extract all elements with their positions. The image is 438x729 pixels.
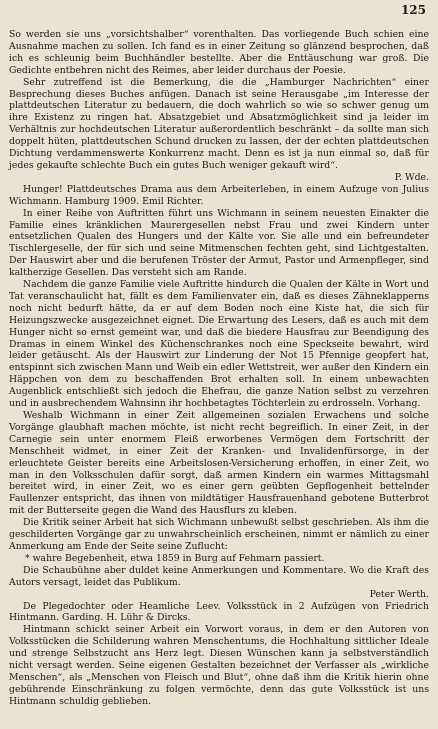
review-heading-hunger: Hunger! Plattdeutsches Drama aus dem Arbeiterleben, in einem Aufzuge von Julius Wichmann. Hamburg 1909. Emil Richter. xyxy=(9,183,429,207)
paragraph-3: In einer Reihe von Auftritten führt uns Wichmann in seinem neuesten Einakter die Familie eines kränklichen Maurergesellen nebst Frau und zwei Kindern unter entsetzlichen Qualen des Hungers und der Kälte vor. Sie alle und ein befreundeter Tischlergeselle, der für sich und seine Mitmenschen fechten geht, sind Lichtgestalten. Der Hauswirt aber und die berufenen Tröster der Armut, Pastor und Armenpfleger, sind kaltherzige Gesellen. Das versteht sich am Rande. xyxy=(9,207,429,279)
signature-2: Peter Werth. xyxy=(369,588,429,600)
paragraph-5: Weshalb Wichmann in einer Zeit allgemeinen sozialen Erwachens und solche Vorgänge glaubhaft machen möchte, ist nicht recht begreiflich. In einer Zeit, in der Carnegie sein unter enormem Fleiß erworbenes Vermögen dem Fortschritt der Menschheit widmet, in einer Zeit der Kranken- und Invalidenfürsorge, in der erleuchtete Geister bereits eine Arbeitslosen-Versicherung erhoffen, in einer Zeit, wo man in den Volksschulen dafür sorgt, daß armen Kindern ein warmes Mittagsmahl bereitet wird, in einer Zeit, wo es einer gern geübten Gepflogenheit bettelnder Faullenzer entspricht, das ihnen von mildtätiger Hausfrauenhand gebotene Butterbrot mit der Butterseite gegen die Wand des Hausflurs zu kleben. xyxy=(9,410,429,517)
paragraph-1: So werden sie uns „vorsichtshalber“ vorenthalten. Das vorliegende Buch schien eine Ausnahme machen zu sollen. Ich fand es in einer Zeitung so glänzend besprochen, daß ich es schleunig beim Buchhändler bestellte. Aber die Enttäuschung war groß. Die Gedichte entbehren nicht des Reimes, aber leider durchaus der Poesie. xyxy=(9,29,429,76)
paragraph-4: Nachdem die ganze Familie viele Auftritte hindurch die Qualen der Kälte in Wort und Tat veranschaulicht hat, fällt es dem Familienvater ein, daß es dieses Zähneklapperns noch nicht bedurft hätte, da er auf dem Boden noch eine Kiste hat, die sich für Heizungszwecke ausgezeichnet eignet. Die Erwartung des Lesers, daß es auch mit dem Hunger nicht so ernst gemeint war, und daß die biedere Hausfrau zur Beendigung des Dramas in einem Winkel des Küchenschrankes noch eine Speckseite bewahrt, wird leider getäuscht. Als der Hauswirt zur Linderung der Not 15 Pfennige geopfert hat, entspinnt sich zwischen Mann und Weib ein edler Wettstreit, wer außer den Kindern ein Häppchen von dem zu beschaffenden Brot erhalten soll. In einem unbewachten Augenblick entschließt sich jedoch die Ehefrau, die ganze Nation selbst zu verzehren und in ausbrechendem Wahnsinn ihr hochbetagtes Töchterlein zu erdrosseln. Vorhang. xyxy=(9,279,429,410)
paragraph-8: Hintmann schickt seiner Arbeit ein Vorwort voraus, in dem er den Autoren von Volksstücken die Schilderung wahren Menschentums, die Hochhaltung sittlicher Ideale und strenge Selbstzucht ans Herz legt. Diesen Wünschen kann ja selbstverständlich nicht versagt werden. Seine eigenen Gestalten bezeichnet der Verfasser als „wirkliche Menschen“, als „Menschen von Fleisch und Blut“, ohne daß ihm die Kritik hierin ohne gebührende Einschränkung zu folgen vermöchte, denn das gute Volksstück ist uns Hintmann schuldig geblieben. xyxy=(9,624,429,707)
signature-1: P. Wde. xyxy=(394,171,429,183)
paragraph-7: Die Schaubühne aber duldet keine Anmerkungen und Kommentare. Wo die Kraft des Autors versagt, leidet das Publikum. xyxy=(9,564,429,588)
article-body xyxy=(9,29,429,708)
review-heading-plegedochter: De Plegedochter oder Heamliche Leev. Volksstück in 2 Aufzügen von Friedrich Hintmann. Garding. H. Lühr & Dircks. xyxy=(9,600,429,624)
paragraph-2: Sehr zutreffend ist die Bemerkung, die die „Hamburger Nachrichten“ einer Besprechung dieses Buches anfügen. Danach ist seine Herausgabe „im Interesse der plattdeutschen Literatur zu bedauern, die doch wahrlich so wie so schwer genug um ihre Existenz zu ringen hat. Absatzgebiet und Absatzmöglichkeit sind ja leider im Verhältnis zur hochdeutschen Literatur außerordentlich beschränkt – da sollte man sich doppelt hüten, plattdeutschen Schund drucken zu lassen, der der echten plattdeutschen Dichtung verdammenswerte Konkurrenz macht. Denn es ist ja nun einmal so, daß für jedes gekaufte schlechte Buch ein gutes Buch weniger gekauft wird“. xyxy=(9,76,429,171)
paragraph-6: Die Kritik seiner Arbeit hat sich Wichmann unbewußt selbst geschrieben. Als ihm die geschilderten Vorgänge gar zu unwahrscheinlich erscheinen, nimmt er nämlich zu einer Anmerkung am Ende der Seite seine Zuflucht: xyxy=(9,517,429,552)
page-number: 125 xyxy=(400,3,426,17)
footnote-quote: * wahre Begebenheit, etwa 1859 in Burg auf Fehmarn passiert. xyxy=(25,552,325,564)
